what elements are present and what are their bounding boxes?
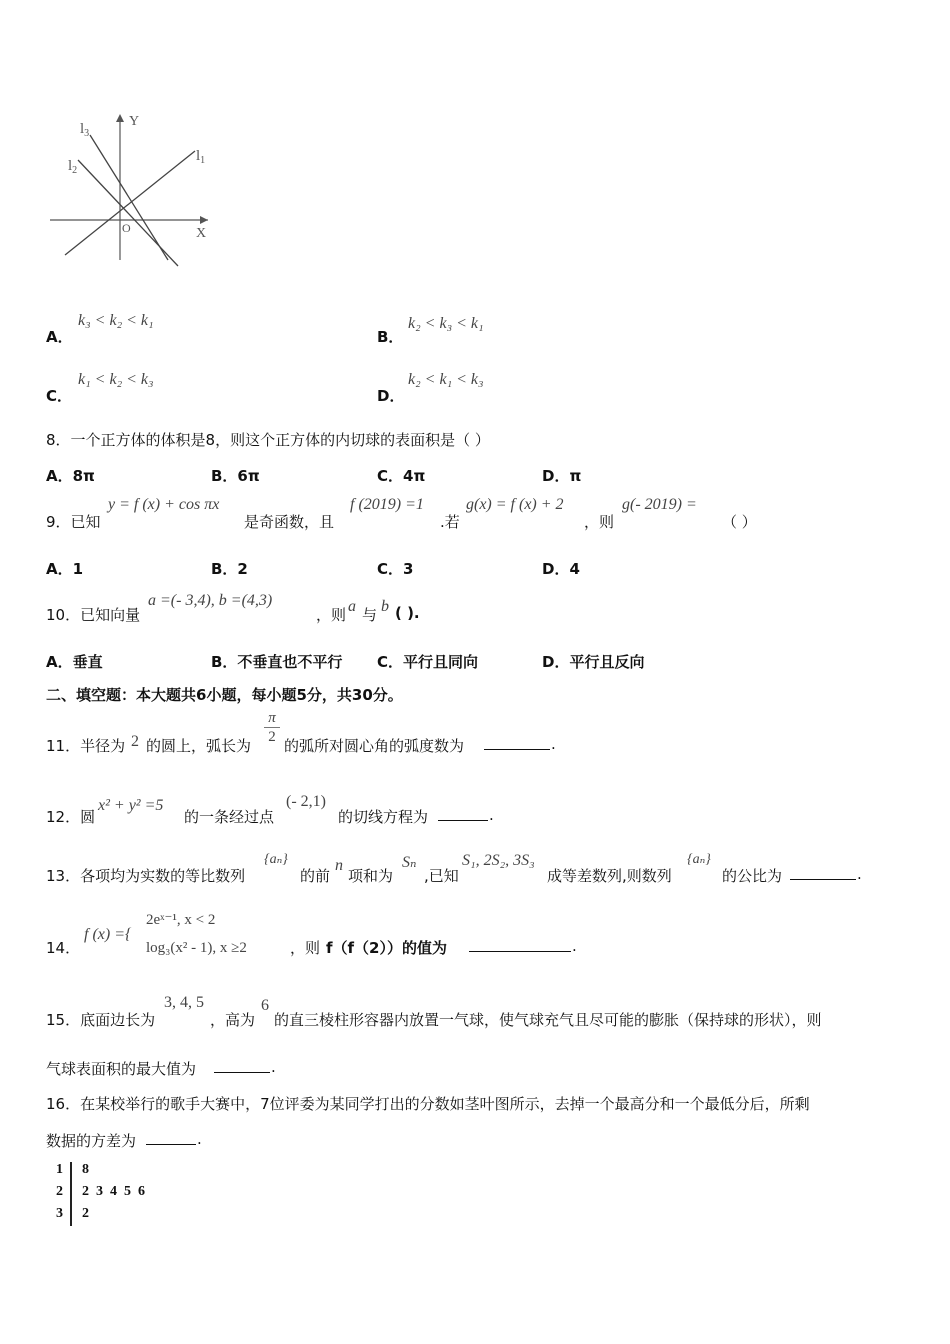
q10-a: a [348, 598, 356, 615]
q15-sides: 3, 4, 5 [164, 994, 204, 1011]
leaves-3: 2 [82, 1206, 89, 1221]
q11-num: 11．半径为 [46, 737, 126, 755]
q15-answer-blank[interactable] [214, 1058, 270, 1073]
q14-num: 14． [46, 939, 81, 957]
q9-option-a: A．1 [46, 560, 84, 578]
q11-text1: 的圆上，弧长为 [146, 737, 252, 755]
q10-option-b: B．不垂直也不平行 [211, 653, 343, 671]
q15-height: 6 [261, 997, 269, 1014]
q8-option-c: C．4π [377, 467, 426, 485]
q11-radius: 2 [131, 733, 139, 750]
l1-label: $l_1$ [196, 148, 206, 166]
q16-end: . [197, 1130, 202, 1148]
q12-expr: x² + y² =5 [98, 797, 164, 814]
q7-option-a-label: A． [46, 328, 73, 346]
q7-option-c-expr: k₁ < k₂ < k₃ [78, 371, 154, 388]
lines-figure [40, 108, 230, 278]
q14-text2: f（f（2））的值为 [326, 939, 447, 957]
q14-answer-blank[interactable] [469, 937, 571, 952]
leaves-1: 8 [82, 1162, 89, 1177]
q12-text2: 的切线方程为 [338, 808, 429, 826]
q10-text2: 与 [362, 606, 378, 624]
q12-point: (- 2,1) [286, 793, 326, 810]
q12-text1: 的一条经过点 [184, 808, 275, 826]
q13-end: . [857, 865, 862, 883]
q13-text4: 成等差数列,则数列 [547, 867, 672, 885]
q10-b: b [381, 598, 389, 615]
q8-option-a: A．8π [46, 467, 95, 485]
q9-text1: 是奇函数，且 [244, 513, 335, 531]
q9-option-b: B．2 [211, 560, 248, 578]
q13-text2: 项和为 [348, 867, 394, 885]
q13-num: 13．各项均为实数的等比数列 [46, 867, 246, 885]
q7-option-a-expr: k₃ < k₂ < k₁ [78, 312, 154, 329]
stem-3: 3 [56, 1206, 63, 1221]
q14-lhs: f (x) ={ [84, 926, 132, 943]
q9-text3: ，则 [584, 513, 615, 531]
q9-text2: .若 [440, 513, 460, 531]
q12-end: . [489, 806, 494, 824]
q7-option-b-label: B． [377, 328, 404, 346]
q15-end: . [271, 1058, 276, 1076]
q11-end: . [551, 735, 556, 753]
q13-expr: S₁, 2S₂, 3S₃ [462, 852, 535, 869]
q11-frac-den: 2 [268, 729, 276, 745]
q7-option-c-label: C． [46, 387, 73, 405]
q14-text1: ，则 [290, 939, 321, 957]
q13-sn: Sₙ [402, 854, 417, 871]
q16-answer-blank[interactable] [146, 1130, 196, 1145]
q9-option-d: D．4 [542, 560, 580, 578]
q9-expr2: f (2019) =1 [350, 496, 424, 513]
q9-num: 9．已知 [46, 513, 101, 531]
q12-answer-blank[interactable] [438, 806, 488, 821]
y-label: Y [129, 114, 140, 129]
q10-option-a: A．垂直 [46, 653, 103, 671]
q9-expr4: g(- 2019) = [622, 496, 697, 513]
q7-option-d-expr: k₂ < k₁ < k₃ [408, 371, 484, 388]
q10-option-c: C．平行且同向 [377, 653, 479, 671]
q16-line2: 数据的方差为 [46, 1132, 137, 1150]
q15-num: 15．底面边长为 [46, 1011, 156, 1029]
q14-case2: log₃(x² - 1), x ≥2 [146, 940, 247, 956]
q10-expr: a =(- 3,4), b =(4,3) [148, 592, 273, 609]
q7-option-d-label: D． [377, 387, 405, 405]
x-axis-arrow [200, 216, 208, 224]
q15-text1: ，高为 [210, 1011, 256, 1029]
q13-seq2: {aₙ} [687, 852, 711, 867]
stem-1: 1 [56, 1162, 63, 1177]
q13-text1: 的前 [300, 867, 331, 885]
q8-stem: 8．一个正方体的体积是8，则这个正方体的内切球的表面积是（ ） [46, 431, 490, 449]
q15-line2: 气球表面积的最大值为 [46, 1060, 197, 1078]
q13-n: n [335, 857, 343, 874]
q15-text2: 的直三棱柱形容器内放置一气球，使气球充气且尽可能的膨胀（保持球的形状），则 [274, 1011, 822, 1029]
q8-option-d: D．π [542, 467, 582, 485]
q9-text4: （ ） [722, 513, 757, 531]
q14-case1: 2eˣ⁻¹, x < 2 [146, 912, 216, 928]
q14-end: . [572, 937, 577, 955]
origin-label: O [122, 221, 131, 235]
q10-text3: ( ). [395, 604, 420, 622]
leaves-2: 2 3 4 5 6 [82, 1184, 145, 1199]
q10-text1: ，则 [316, 606, 347, 624]
l2-label: $l_2$ [68, 158, 78, 176]
stem-2: 2 [56, 1184, 63, 1199]
stem-divider [70, 1162, 72, 1226]
l3-label: $l_3$ [80, 121, 90, 139]
q12-num: 12．圆 [46, 808, 96, 826]
q11-frac-num: π [268, 710, 276, 726]
x-label: X [196, 226, 207, 241]
q9-expr3: g(x) = f (x) + 2 [466, 496, 564, 513]
q11-text2: 的弧所对圆心角的弧度数为 [284, 737, 465, 755]
q11-answer-blank[interactable] [484, 735, 550, 750]
line-l3 [90, 135, 168, 260]
q13-seq: {aₙ} [264, 852, 288, 867]
q7-option-b-expr: k₂ < k₃ < k₁ [408, 315, 484, 332]
q13-text3: ,已知 [424, 867, 459, 885]
q10-option-d: D．平行且反向 [542, 653, 645, 671]
section-heading: 二、填空题：本大题共6小题，每小题5分，共30分。 [46, 686, 403, 704]
q8-option-b: B．6π [211, 467, 260, 485]
q9-option-c: C．3 [377, 560, 414, 578]
q13-text5: 的公比为 [722, 867, 783, 885]
q13-answer-blank[interactable] [790, 865, 856, 880]
q10-num: 10．已知向量 [46, 606, 141, 624]
q11-fraction [264, 710, 280, 745]
q9-expr1: y = f (x) + cos πx [108, 496, 220, 513]
q16-line1: 16．在某校举行的歌手大赛中，7位评委为某同学打出的分数如茎叶图所示，去掉一个最高分和一个最低分后，所剩 [46, 1095, 810, 1113]
y-axis-arrow [116, 114, 124, 122]
